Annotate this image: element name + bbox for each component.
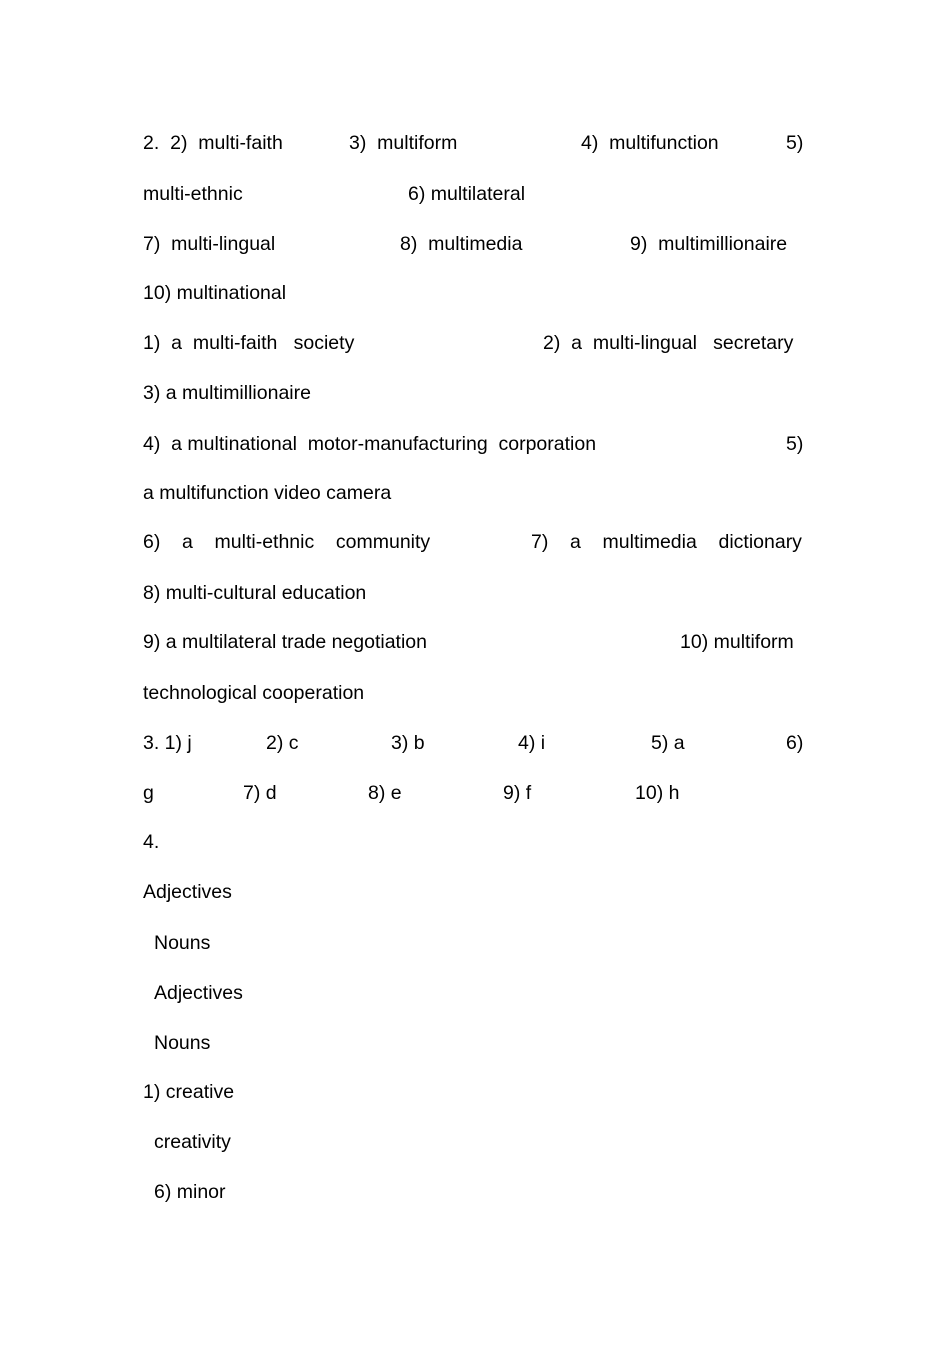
s2-line7-b: 5) xyxy=(786,433,804,455)
s3-row1-item: 4) i xyxy=(518,732,546,754)
s2-line1-d: 5) xyxy=(786,132,804,154)
s3-row1-item: 3. 1) j xyxy=(143,732,192,754)
s2-line1-b: 3) multiform xyxy=(349,132,458,154)
s4-item1-adjective: 1) creative xyxy=(143,1081,235,1103)
s2-line9-a: 6) a multi-ethnic community xyxy=(143,531,431,553)
s2-line2-b: 6) multilateral xyxy=(408,183,526,205)
s3-row1-item: 5) a xyxy=(651,732,685,754)
s2-line11-b: 10) multiform xyxy=(680,631,794,653)
s4-header-adjectives: Adjectives xyxy=(154,982,243,1004)
s2-line12: technological cooperation xyxy=(143,682,365,704)
s3-row2-item: 8) e xyxy=(368,782,402,804)
s3-row2-item: g xyxy=(143,782,154,804)
s3-row1-item: 2) c xyxy=(266,732,299,754)
s2-line9-b: 7) a multimedia dictionary xyxy=(531,531,802,553)
s3-row1-item: 6) xyxy=(786,732,804,754)
s2-line3-a: 7) multi-lingual xyxy=(143,233,276,255)
s2-line4: 10) multinational xyxy=(143,282,287,304)
s3-row2-item: 10) h xyxy=(635,782,680,804)
s2-line6: 3) a multimillionaire xyxy=(143,382,311,404)
s2-line11-a: 9) a multilateral trade negotiation xyxy=(143,631,427,653)
s2-line1-a: 2. 2) multi-faith xyxy=(143,132,283,154)
s2-line1-c: 4) multifunction xyxy=(581,132,719,154)
s4-header-nouns: Nouns xyxy=(154,932,211,954)
s3-row1-item: 3) b xyxy=(391,732,425,754)
s2-line3-c: 9) multimillionaire xyxy=(630,233,788,255)
s4-header-adjectives: Adjectives xyxy=(143,881,232,903)
s2-line5-a: 1) a multi-faith society xyxy=(143,332,355,354)
s4-header-nouns: Nouns xyxy=(154,1032,211,1054)
s2-line5-b: 2) a multi-lingual secretary xyxy=(543,332,794,354)
s4-number: 4. xyxy=(143,831,160,853)
s2-line10: 8) multi-cultural education xyxy=(143,582,367,604)
s2-line8: a multifunction video camera xyxy=(143,482,392,504)
s2-line7-a: 4) a multinational motor-manufacturing corporation xyxy=(143,433,597,455)
s2-line2-a: multi-ethnic xyxy=(143,183,243,205)
s4-item6-adjective: 6) minor xyxy=(154,1181,226,1203)
s2-line3-b: 8) multimedia xyxy=(400,233,523,255)
s4-item1-noun: creativity xyxy=(154,1131,231,1153)
s3-row2-item: 9) f xyxy=(503,782,532,804)
s3-row2-item: 7) d xyxy=(243,782,277,804)
